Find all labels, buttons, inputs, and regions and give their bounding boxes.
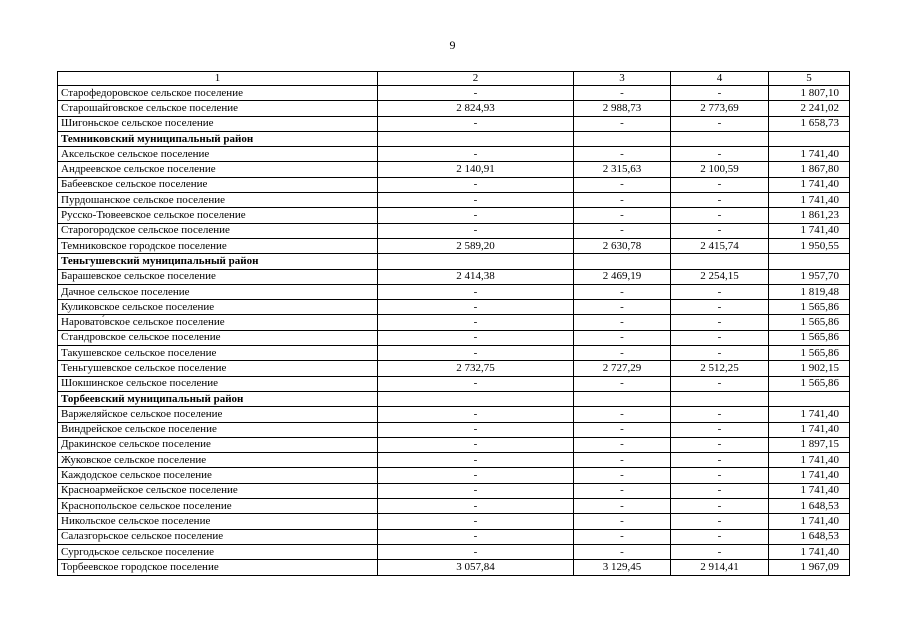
table-row: [58, 162, 850, 177]
table-row: [58, 346, 850, 361]
table-row: [58, 529, 850, 544]
value-cell-col3: -: [574, 437, 671, 452]
value-cell-col5: 1 957,70: [769, 269, 850, 284]
settlement-name: Стандровское сельское поселение: [58, 330, 378, 345]
value-cell-col5: 1 741,40: [769, 193, 850, 208]
value-cell-col4: 2 415,74: [671, 238, 769, 253]
settlement-name: Шокшинское сельское поселение: [58, 376, 378, 391]
value-cell-col4: -: [671, 483, 769, 498]
value-cell-col4: -: [671, 284, 769, 299]
district-name: Теньгушевский муниципальный район: [58, 254, 378, 269]
value-cell-col5: 1 741,40: [769, 468, 850, 483]
value-cell-col2: 2 589,20: [378, 238, 574, 253]
value-cell-col3: -: [574, 116, 671, 131]
value-cell-col5: 1 565,86: [769, 376, 850, 391]
value-cell-col2: -: [378, 330, 574, 345]
value-cell-col5: 1 819,48: [769, 284, 850, 299]
value-cell-col4: -: [671, 407, 769, 422]
value-cell-col4: -: [671, 193, 769, 208]
value-cell-col2: -: [378, 86, 574, 101]
table-row: [58, 147, 850, 162]
table-row: [58, 193, 850, 208]
table-row: [58, 238, 850, 253]
value-cell-col4: -: [671, 147, 769, 162]
value-cell-col3: -: [574, 407, 671, 422]
table-row: [58, 422, 850, 437]
value-cell-col3: -: [574, 300, 671, 315]
settlement-name: Такушевское сельское поселение: [58, 346, 378, 361]
value-cell-col5: 1 741,40: [769, 407, 850, 422]
table-row: [58, 330, 850, 345]
value-cell-col2: -: [378, 499, 574, 514]
empty-cell: [671, 254, 769, 269]
table-row: [58, 499, 850, 514]
table-row: [58, 544, 850, 559]
value-cell-col2: -: [378, 177, 574, 192]
table-row: [58, 361, 850, 376]
value-cell-col2: 2 140,91: [378, 162, 574, 177]
table-row: [58, 407, 850, 422]
table-row: [58, 453, 850, 468]
value-cell-col3: 2 630,78: [574, 238, 671, 253]
settlement-name: Темниковское городское поселение: [58, 238, 378, 253]
value-cell-col5: 1 807,10: [769, 86, 850, 101]
settlement-name: Русско-Тювеевское сельское поселение: [58, 208, 378, 223]
table-row: [58, 300, 850, 315]
value-cell-col2: 3 057,84: [378, 560, 574, 575]
empty-cell: [769, 254, 850, 269]
value-cell-col4: -: [671, 499, 769, 514]
value-cell-col3: -: [574, 544, 671, 559]
value-cell-col5: 1 741,40: [769, 422, 850, 437]
value-cell-col5: 1 867,80: [769, 162, 850, 177]
settlement-name: Шигоньское сельское поселение: [58, 116, 378, 131]
table-row: [58, 376, 850, 391]
table-row: [58, 315, 850, 330]
settlement-name: Дракинское сельское поселение: [58, 437, 378, 452]
value-cell-col2: -: [378, 437, 574, 452]
value-cell-col2: -: [378, 193, 574, 208]
value-cell-col5: 1 741,40: [769, 514, 850, 529]
value-cell-col5: 1 741,40: [769, 544, 850, 559]
settlement-name: Теньгушевское сельское поселение: [58, 361, 378, 376]
district-row: [58, 131, 850, 146]
value-cell-col4: 2 100,59: [671, 162, 769, 177]
value-cell-col2: -: [378, 422, 574, 437]
value-cell-col5: 1 565,86: [769, 315, 850, 330]
settlement-name: Наровато́вское сельское поселение: [58, 315, 378, 330]
value-cell-col4: 2 512,25: [671, 361, 769, 376]
empty-cell: [574, 254, 671, 269]
district-name: Торбеевский муниципальный район: [58, 391, 378, 406]
table-row: [58, 483, 850, 498]
value-cell-col4: 2 254,15: [671, 269, 769, 284]
table-row: [58, 437, 850, 452]
value-cell-col4: -: [671, 529, 769, 544]
table-row: [58, 101, 850, 116]
empty-cell: [769, 131, 850, 146]
value-cell-col4: -: [671, 422, 769, 437]
table-row: [58, 284, 850, 299]
page-number: 9: [449, 38, 456, 52]
value-cell-col2: -: [378, 116, 574, 131]
value-cell-col3: 2 469,19: [574, 269, 671, 284]
table-row: [58, 86, 850, 101]
value-cell-col2: -: [378, 300, 574, 315]
settlement-name: Аксельское сельское поселение: [58, 147, 378, 162]
value-cell-col5: 1 648,53: [769, 529, 850, 544]
table-row: [58, 560, 850, 575]
value-cell-col2: -: [378, 544, 574, 559]
value-cell-col5: 1 565,86: [769, 330, 850, 345]
value-cell-col4: -: [671, 116, 769, 131]
header-cell-1: 1: [58, 72, 378, 86]
value-cell-col5: 1 565,86: [769, 346, 850, 361]
settlement-name: Старофедоровское сельское поселение: [58, 86, 378, 101]
settlement-name: Андреевское сельское поселение: [58, 162, 378, 177]
value-cell-col4: 2 773,69: [671, 101, 769, 116]
settlement-name: Варжеляйское сельское поселение: [58, 407, 378, 422]
settlement-name: Пурдошанское сельское поселение: [58, 193, 378, 208]
value-cell-col4: -: [671, 346, 769, 361]
value-cell-col4: -: [671, 544, 769, 559]
value-cell-col5: 1 741,40: [769, 147, 850, 162]
value-cell-col5: 1 967,09: [769, 560, 850, 575]
value-cell-col5: 2 241,02: [769, 101, 850, 116]
value-cell-col3: -: [574, 514, 671, 529]
settlement-name: Куликовское сельское поселение: [58, 300, 378, 315]
empty-cell: [574, 131, 671, 146]
value-cell-col3: -: [574, 422, 671, 437]
settlement-name: Старошайговское сельское поселение: [58, 101, 378, 116]
header-cell-3: 3: [574, 72, 671, 86]
empty-cell: [574, 391, 671, 406]
value-cell-col3: 3 129,45: [574, 560, 671, 575]
value-cell-col3: -: [574, 193, 671, 208]
header-cell-4: 4: [671, 72, 769, 86]
value-cell-col2: -: [378, 514, 574, 529]
empty-cell: [378, 391, 574, 406]
table-header-row: [58, 72, 850, 86]
value-cell-col3: -: [574, 376, 671, 391]
value-cell-col5: 1 741,40: [769, 483, 850, 498]
value-cell-col2: -: [378, 208, 574, 223]
value-cell-col4: -: [671, 300, 769, 315]
value-cell-col3: -: [574, 315, 671, 330]
value-cell-col3: -: [574, 529, 671, 544]
value-cell-col4: -: [671, 223, 769, 238]
value-cell-col4: -: [671, 453, 769, 468]
value-cell-col2: -: [378, 468, 574, 483]
value-cell-col2: 2 414,38: [378, 269, 574, 284]
value-cell-col4: -: [671, 437, 769, 452]
empty-cell: [378, 131, 574, 146]
value-cell-col5: 1 648,53: [769, 499, 850, 514]
settlement-name: Дачное сельское поселение: [58, 284, 378, 299]
value-cell-col3: -: [574, 86, 671, 101]
settlement-name: Краснопольское сельское поселение: [58, 499, 378, 514]
value-cell-col5: 1 950,55: [769, 238, 850, 253]
value-cell-col5: 1 861,23: [769, 208, 850, 223]
district-row: [58, 254, 850, 269]
value-cell-col3: -: [574, 223, 671, 238]
value-cell-col2: -: [378, 453, 574, 468]
value-cell-col5: 1 658,73: [769, 116, 850, 131]
empty-cell: [769, 391, 850, 406]
settlement-name: Жуковское сельское поселение: [58, 453, 378, 468]
value-cell-col5: 1 741,40: [769, 223, 850, 238]
empty-cell: [671, 391, 769, 406]
value-cell-col3: -: [574, 499, 671, 514]
table-row: [58, 269, 850, 284]
table-row: [58, 177, 850, 192]
value-cell-col2: -: [378, 529, 574, 544]
value-cell-col2: 2 732,75: [378, 361, 574, 376]
settlement-name: Каждодское сельское поселение: [58, 468, 378, 483]
table-row: [58, 116, 850, 131]
settlement-name: Барашевское сельское поселение: [58, 269, 378, 284]
value-cell-col2: -: [378, 223, 574, 238]
data-table: [57, 71, 850, 576]
value-cell-col2: 2 824,93: [378, 101, 574, 116]
value-cell-col4: -: [671, 376, 769, 391]
value-cell-col2: -: [378, 147, 574, 162]
settlement-name: Старогородское сельское поселение: [58, 223, 378, 238]
value-cell-col3: -: [574, 147, 671, 162]
settlement-name: Виндрейское сельское поселение: [58, 422, 378, 437]
value-cell-col3: 2 988,73: [574, 101, 671, 116]
value-cell-col4: -: [671, 514, 769, 529]
district-row: [58, 391, 850, 406]
header-cell-5: 5: [769, 72, 850, 86]
value-cell-col2: -: [378, 483, 574, 498]
value-cell-col5: 1 897,15: [769, 437, 850, 452]
value-cell-col3: -: [574, 330, 671, 345]
table-row: [58, 208, 850, 223]
value-cell-col5: 1 902,15: [769, 361, 850, 376]
value-cell-col3: -: [574, 483, 671, 498]
value-cell-col2: -: [378, 315, 574, 330]
settlement-name: Сургодьское сельское поселение: [58, 544, 378, 559]
value-cell-col3: -: [574, 284, 671, 299]
table-body: [58, 72, 850, 576]
value-cell-col5: 1 741,40: [769, 177, 850, 192]
value-cell-col2: -: [378, 284, 574, 299]
table-row: [58, 223, 850, 238]
header-cell-2: 2: [378, 72, 574, 86]
district-name: Темниковский муниципальный район: [58, 131, 378, 146]
value-cell-col4: -: [671, 315, 769, 330]
value-cell-col4: 2 914,41: [671, 560, 769, 575]
value-cell-col4: -: [671, 330, 769, 345]
value-cell-col5: 1 565,86: [769, 300, 850, 315]
table-row: [58, 468, 850, 483]
value-cell-col3: -: [574, 468, 671, 483]
value-cell-col4: -: [671, 86, 769, 101]
value-cell-col4: -: [671, 468, 769, 483]
settlement-name: Торбеевское городское поселение: [58, 560, 378, 575]
empty-cell: [378, 254, 574, 269]
table-row: [58, 514, 850, 529]
value-cell-col3: -: [574, 453, 671, 468]
value-cell-col2: -: [378, 346, 574, 361]
value-cell-col2: -: [378, 376, 574, 391]
value-cell-col4: -: [671, 208, 769, 223]
value-cell-col3: 2 727,29: [574, 361, 671, 376]
value-cell-col3: -: [574, 208, 671, 223]
value-cell-col3: 2 315,63: [574, 162, 671, 177]
value-cell-col4: -: [671, 177, 769, 192]
settlement-name: Красноармейское сельское поселение: [58, 483, 378, 498]
empty-cell: [671, 131, 769, 146]
settlement-name: Бабеевское сельское поселение: [58, 177, 378, 192]
settlement-name: Салазгорьское сельское поселение: [58, 529, 378, 544]
value-cell-col3: -: [574, 177, 671, 192]
value-cell-col5: 1 741,40: [769, 453, 850, 468]
value-cell-col2: -: [378, 407, 574, 422]
value-cell-col3: -: [574, 346, 671, 361]
settlement-name: Никольское сельское поселение: [58, 514, 378, 529]
